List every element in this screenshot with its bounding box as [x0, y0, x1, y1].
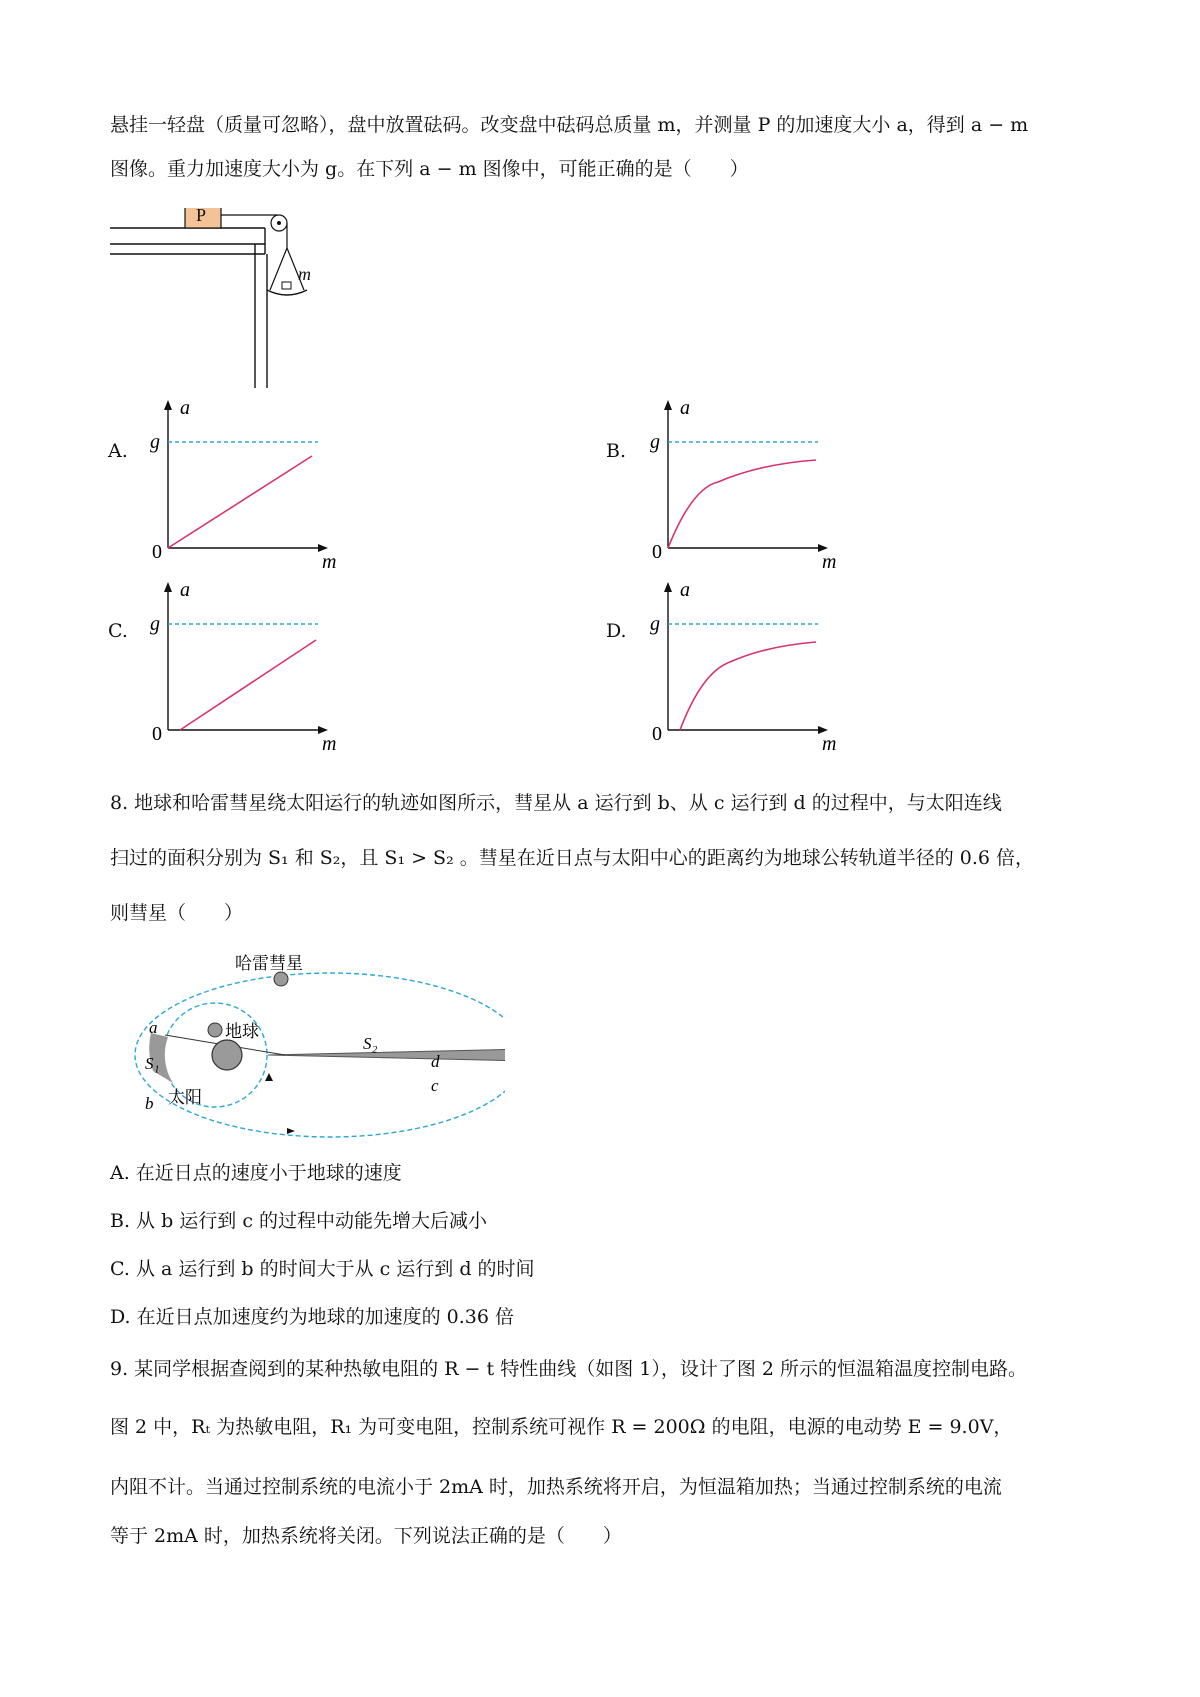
svg-text:0: 0 — [652, 723, 662, 745]
svg-text:g: g — [650, 431, 660, 453]
q7-line-1: 悬挂一轻盘（质量可忽略），盘中放置砝码。改变盘中砝码总质量 m，并测量 P 的加速度大小 a，得到 a − m — [110, 114, 1029, 136]
block-label: P — [196, 208, 207, 225]
option-a-label: A. — [108, 440, 128, 462]
graph-option-c — [140, 580, 360, 750]
comet-label: 哈雷彗星 — [235, 954, 303, 973]
graph-option-b — [640, 398, 860, 568]
pulley-apparatus-figure — [110, 208, 360, 388]
svg-text:g: g — [650, 613, 660, 635]
svg-text:0: 0 — [152, 541, 162, 563]
svg-text:m: m — [322, 733, 337, 750]
svg-text:0: 0 — [652, 541, 662, 563]
svg-text:m: m — [822, 733, 837, 750]
svg-text:m: m — [822, 551, 837, 568]
svg-text:0: 0 — [152, 723, 162, 745]
point-c-label: c — [431, 1076, 439, 1095]
q8-option-d: D. 在近日点加速度约为地球的加速度的 0.36 倍 — [110, 1306, 515, 1328]
q8-option-a: A. 在近日点的速度小于地球的速度 — [110, 1162, 402, 1184]
orbit-figure — [105, 945, 505, 1145]
svg-text:a: a — [680, 398, 690, 419]
svg-text:m: m — [322, 551, 337, 568]
option-d-label: D. — [606, 620, 627, 642]
point-d-label: d — [431, 1052, 440, 1071]
area-s1-label: S₁ — [145, 1054, 160, 1073]
graph-option-d — [640, 580, 860, 750]
svg-text:a: a — [180, 398, 190, 419]
q8-line-2: 扫过的面积分别为 S₁ 和 S₂，且 S₁ > S₂ 。彗星在近日点与太阳中心的距离约为地球公转轨道半径的 0.6 倍， — [110, 847, 1035, 869]
svg-text:a: a — [180, 580, 190, 601]
svg-text:g: g — [150, 613, 160, 635]
q9-line-4: 等于 2mA 时，加热系统将关闭。下列说法正确的是（ ） — [110, 1525, 622, 1547]
q8-line-3: 则彗星（ ） — [110, 902, 244, 924]
svg-text:g: g — [150, 431, 160, 453]
q9-line-2: 图 2 中，Rₜ 为热敏电阻，R₁ 为可变电阻，控制系统可视作 R = 200Ω 的电阻，电源的电动势 E = 9.0V， — [110, 1416, 1013, 1438]
point-a-label: a — [149, 1018, 158, 1037]
graph-option-a — [140, 398, 360, 568]
q8-line-1: 8. 地球和哈雷彗星绕太阳运行的轨迹如图所示，彗星从 a 运行到 b、从 c 运行到 d 的过程中，与太阳连线 — [110, 792, 1002, 814]
option-c-label: C. — [108, 620, 128, 642]
option-b-label: B. — [606, 440, 627, 462]
sun-label: 太阳 — [168, 1088, 202, 1107]
q8-option-b: B. 从 b 运行到 c 的过程中动能先增大后减小 — [110, 1210, 488, 1232]
q9-line-1: 9. 某同学根据查阅到的某种热敏电阻的 R − t 特性曲线（如图 1），设计了图 2 所示的恒温箱温度控制电路。 — [110, 1358, 1027, 1380]
mass-label: m — [298, 264, 311, 284]
earth-label: 地球 — [225, 1022, 259, 1041]
q9-line-3: 内阻不计。当通过控制系统的电流小于 2mA 时，加热系统将开启，为恒温箱加热；当通过控制系统的电流 — [110, 1476, 1002, 1498]
svg-text:a: a — [680, 580, 690, 601]
q8-option-c: C. 从 a 运行到 b 的时间大于从 c 运行到 d 的时间 — [110, 1258, 535, 1280]
q7-line-2: 图像。重力加速度大小为 g。在下列 a − m 图像中，可能正确的是（ ） — [110, 158, 749, 180]
area-s2-label: S₂ — [363, 1034, 378, 1053]
point-b-label: b — [145, 1094, 154, 1113]
